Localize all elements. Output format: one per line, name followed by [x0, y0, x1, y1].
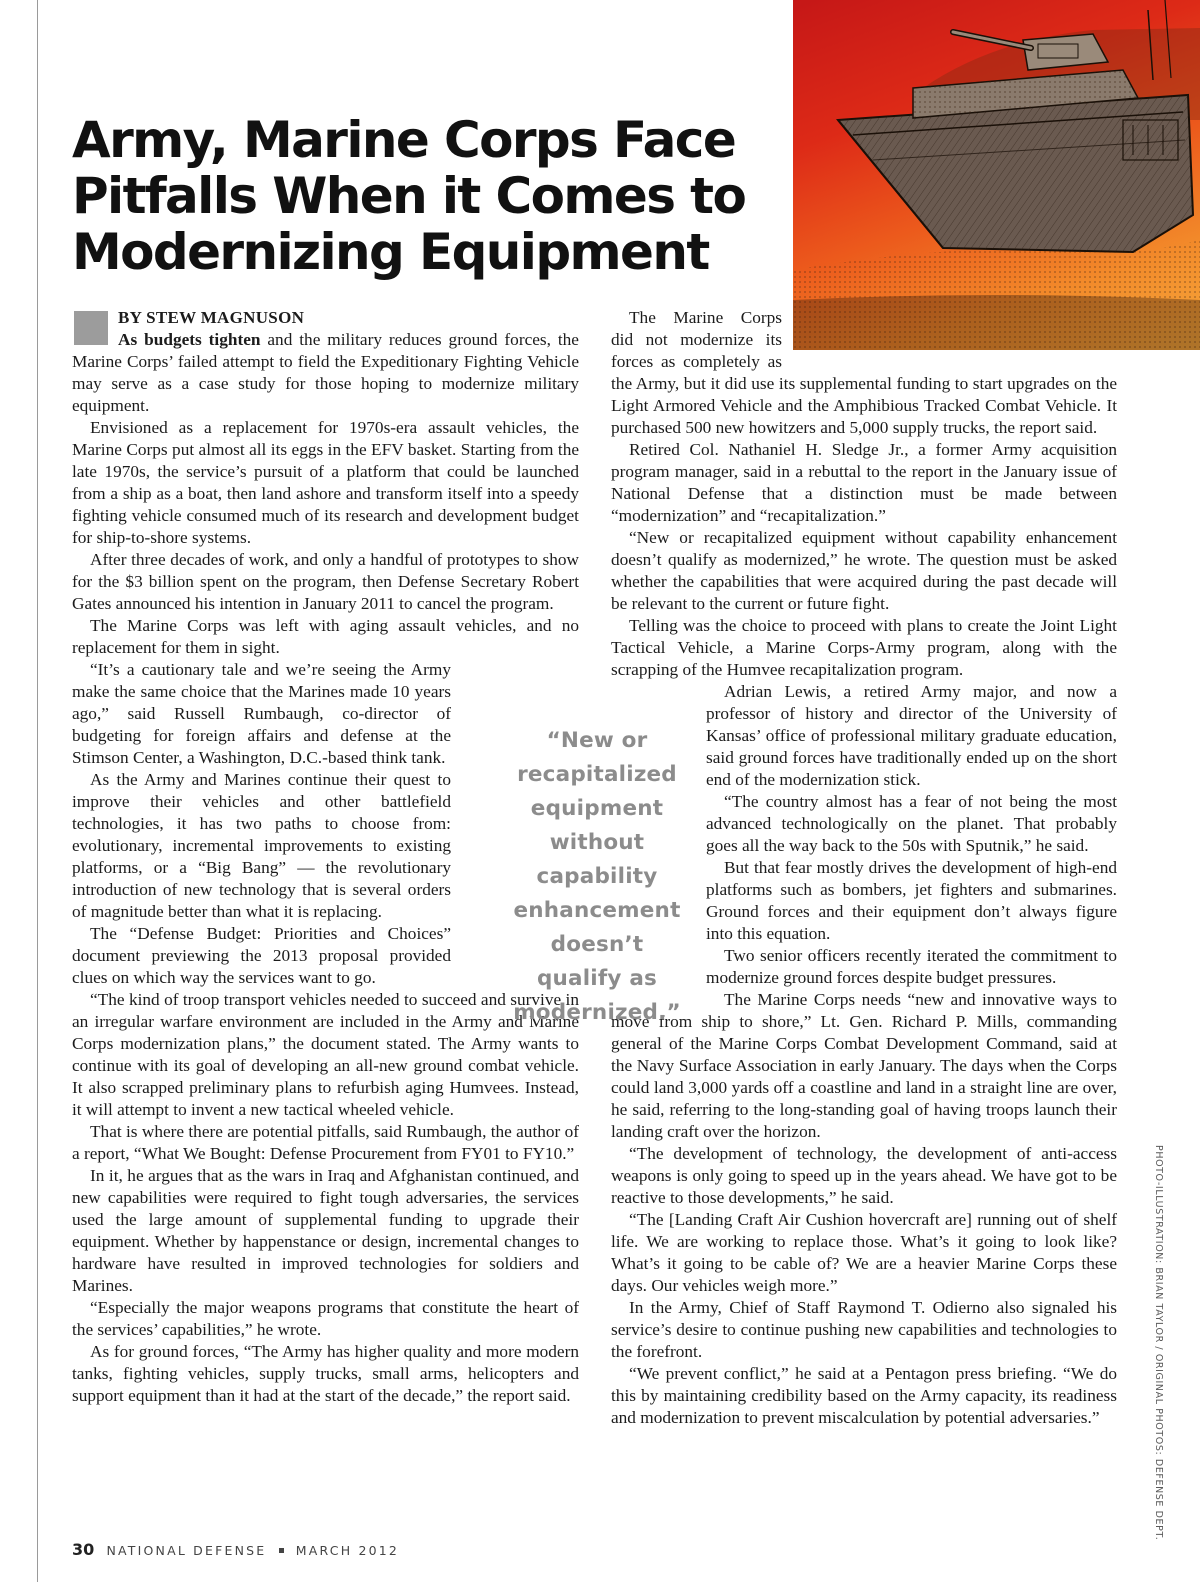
- article-paragraph: That is where there are potential pitfalls, said Rumbaugh, the author of a report, “What We Bought: Defense Procurement from FY01 to FY10.”: [72, 1122, 580, 1163]
- article-paragraph: But that fear mostly drives the development of high-end platforms such as bombers, jet fighters and submarines. Ground forces and their equipment don’t always figure into this equation.: [706, 858, 1117, 943]
- article-headline: Army, Marine Corps Face Pitfalls When it Comes to Modernizing Equipment: [72, 111, 746, 281]
- article-paragraph: “It’s a cautionary tale and we’re seeing the Army make the same choice that the Marines made 10 years ago,” said Russell Rumbaugh, co-director of budgeting for foreign affairs and defense at the Stimson Center, a Washington, D.C.-based think tank.: [72, 660, 451, 767]
- article-paragraph: As for ground forces, “The Army has higher quality and more modern tanks, fighting vehicles, supply trucks, small arms, helicopters and support equipment than it had at the start of the decade,” the report said.: [72, 1342, 579, 1405]
- article-paragraph: Retired Col. Nathaniel H. Sledge Jr., a former Army acquisition program manager, said in a rebuttal to the report in the January issue of National Defense that a distinction must be made between “modernization” and “recapitalization.”: [611, 440, 1117, 525]
- article-paragraph: The “Defense Budget: Priorities and Choices” document previewing the 2013 proposal provided clues on which way the services want to go.: [72, 924, 451, 987]
- article-paragraph: As the Army and Marines continue their quest to improve their vehicles and other battlefield technologies, it has two paths to choose from: evolutionary, incremental improvements to existing platforms, or a “Big Bang” — the revolutionary introduction of new technology that is several orders of magnitude better than what it is replacing.: [72, 770, 451, 921]
- article-column-left: [72, 307, 579, 1407]
- photo-wrap-space: [782, 307, 1117, 373]
- article-paragraph: Telling was the choice to proceed with plans to create the Joint Light Tactical Vehicle, a Marine Corps-Army program, along with the scrapping of the Humvee recapitalization program.: [611, 616, 1117, 679]
- article-paragraph: Adrian Lewis, a retired Army major, and now a professor of history and director of the University of Kansas’ office of professional military graduate education, said ground forces have traditionally ended up on the short end of the modernization stick.: [706, 682, 1117, 789]
- byline: BY STEW MAGNUSON: [118, 308, 305, 327]
- article-paragraph: After three decades of work, and only a handful of prototypes to show for the $3 billion spent on the program, then Defense Secretary Robert Gates announced his intention in January 2011 to cancel the program.: [72, 550, 579, 613]
- footer-separator: [279, 1548, 284, 1553]
- article-column-right: [611, 307, 1117, 1429]
- publication-name: NATIONAL DEFENSE: [106, 1543, 267, 1558]
- article-paragraph: “The kind of troop transport vehicles needed to succeed and survive in an irregular warfare environment are included in the Army and Marine Corps modernization plans,” the document stated. The Army wants to continue with its goal of developing an all-new ground combat vehicle. It also scrapped preliminary plans to refurbish aging Humvees. Instead, it will attempt to invent a new tactical wheeled vehicle.: [72, 990, 579, 1119]
- article-paragraph: Envisioned as a replacement for 1970s-era assault vehicles, the Marine Corps put almost all its eggs in the EFV basket. Starting from the late 1970s, the service’s pursuit of a platform that could be launched from a ship as a boat, then land ashore and transform itself into a speedy fighting vehicle consumed much of its research and development budget for ship-to-shore systems.: [72, 418, 579, 547]
- amphibious-vehicle-illustration: [793, 0, 1200, 350]
- article-paragraph: “The [Landing Craft Air Cushion hovercraft are] running out of shelf life. We are working to replace those. What’s it going to look like? What’s it going to be cable of? We are a heavier Marine Corps these days. Our vehicles weigh more.”: [611, 1210, 1117, 1295]
- article-paragraph: “The development of technology, the development of anti-access weapons is only going to speed up in the years ahead. We have got to be reactive to those developments,” he said.: [611, 1144, 1117, 1207]
- article-paragraph: In the Army, Chief of Staff Raymond T. Odierno also signaled his service’s desire to continue pushing new capabilities and technologies to the forefront.: [611, 1298, 1117, 1361]
- article-paragraph: “Especially the major weapons programs that constitute the heart of the services’ capabilities,” he wrote.: [72, 1298, 579, 1339]
- article-paragraph: As budgets tighten and the military reduces ground forces, the Marine Corps’ failed attempt to field the Expeditionary Fighting Vehicle may serve as a case study for those hoping to modernize military equipment.: [72, 330, 579, 415]
- article-paragraph: The Marine Corps needs “new and innovative ways to move from ship to shore,” Lt. Gen. Richard P. Mills, commanding general of the Marine Corps Combat Development Command, said at the Navy Surface Association in early January. The days when the Corps could land 3,000 yards off a coastline and land in a straight line are over, he said, referring to the long-standing goal of having troops launch their landing craft over the horizon.: [611, 990, 1117, 1141]
- efv-photo-illustration: [793, 0, 1200, 350]
- article-paragraph: The Marine Corps was left with aging assault vehicles, and no replacement for them in sight.: [72, 616, 579, 657]
- story-start-marker: [74, 311, 108, 345]
- article-paragraph: “New or recapitalized equipment without capability enhancement doesn’t qualify as modernized,” he wrote. The question must be asked whether the capabilities that were acquired during the past decade will be relevant to the current or future fight.: [611, 528, 1117, 613]
- article-paragraph: “The country almost has a fear of not being the most advanced technologically on the planet. That probably goes all the way back to the 50s with Sputnik,” he said.: [706, 792, 1117, 855]
- article-paragraph: The Marine Corps did not modernize its forces as completely as the Army, but it did use its supplemental funding to start upgrades on the Light Armored Vehicle and the Amphibious Tracked Combat Vehicle. It purchased 500 new howitzers and 5,000 supply trucks, the report said.: [611, 308, 1117, 437]
- photo-credit: PHOTO-ILLUSTRATION: BRIAN TAYLOR / ORIGINAL PHOTOS: DEFENSE DEPT.: [1153, 1145, 1164, 1541]
- article-paragraph: In it, he argues that as the wars in Iraq and Afghanistan continued, and new capabilities were required to fight tough adversaries, the services used the large amount of supplemental funding to upgrade their equipment. Whether by happenstance or design, incremental changes to hardware have resulted in improved technologies for soldiers and Marines.: [72, 1166, 579, 1295]
- page-footer: [72, 1540, 399, 1559]
- article-paragraph: Two senior officers recently iterated the commitment to modernize ground forces despite budget pressures.: [706, 946, 1117, 987]
- page-number: 30: [72, 1540, 95, 1559]
- lead-in: As budgets tighten: [118, 330, 261, 349]
- left-margin-rule: [37, 0, 38, 1582]
- pull-quote: “New or recapitalized equipment without capability enhancement doesn’t qualify as modernized.”: [513, 728, 681, 1025]
- article-paragraph: “We prevent conflict,” he said at a Pentagon press briefing. “We do this by maintaining credibility based on the Army capacity, its readiness and modernization to prevent miscalculation by potential adversaries.”: [611, 1364, 1117, 1427]
- issue-date: MARCH 2012: [295, 1543, 400, 1558]
